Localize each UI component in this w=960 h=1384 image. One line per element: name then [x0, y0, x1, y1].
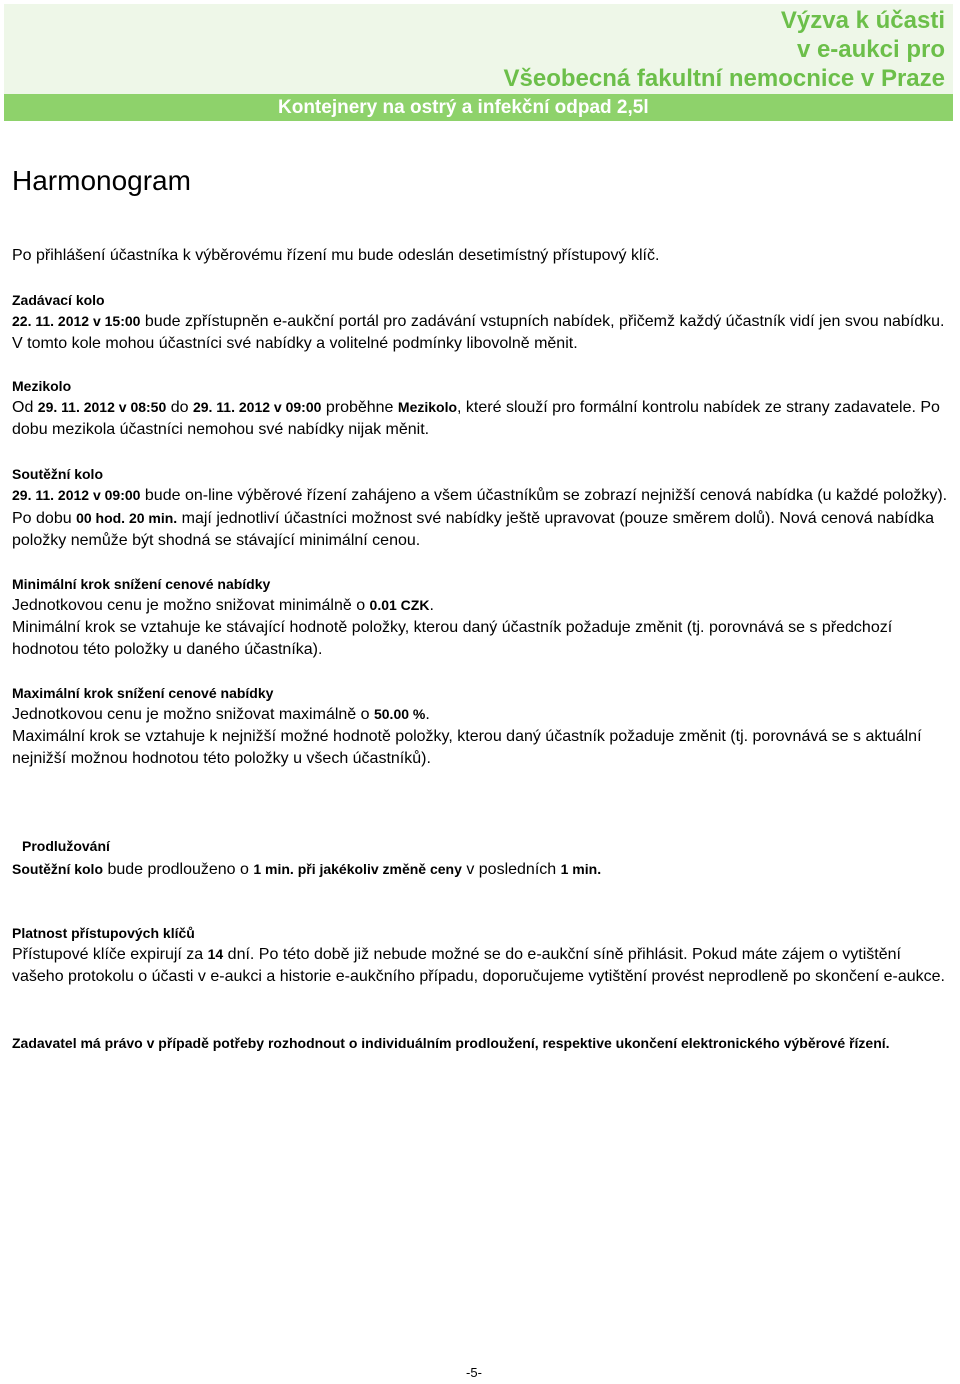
zadavaci-body: bude zpřístupněn e-aukční portál pro zadávání vstupních nabídek, přičemž každý účastník vidí jen svou nabídku. V tomto kole mohou účastníci své nabídky a volitelné podmínky libovolně měnit.: [12, 313, 945, 352]
soutezni-t1: bude on-line výběrové řízení zahájeno a všem účastníkům se zobrazí nejnižší cenová nabídka (u každé položky). Po dobu: [12, 487, 948, 527]
min-krok-value: 0.01 CZK: [369, 597, 430, 613]
prodlouzeni-section: [12, 836, 948, 881]
page-title: Harmonogram: [12, 165, 191, 196]
min-krok-label: Minimální krok snížení cenové nabídky: [12, 576, 271, 592]
platnost-t2: dní. Po této době již nebude možné se do e-aukční síně přihlásit. Pokud máte zájem o vytištění vašeho protokolu o účasti v e-aukci a historie e-aukčního případu, doporučujeme vytištění provést neprodleně po skončení e-aukce.: [12, 946, 945, 985]
platnost-text: [12, 943, 948, 988]
min-krok-line2: Minimální krok se vztahuje ke stávající hodnotě položky, kterou daný účastník požaduje změnit (tj. porovnává se s předchozí hodnotou této položky u daného účastníka).: [12, 619, 893, 658]
max-krok-value: 50.00 %: [373, 706, 426, 722]
prodlouzeni-label: Prodlužování: [22, 838, 110, 854]
prodlouzeni-text: [12, 858, 948, 881]
mezikolo-from: 29. 11. 2012 v 08:50: [37, 399, 167, 415]
intro-text: Po přihlášení účastníka k výběrovému řízení mu bude odeslán desetimístný přístupový klíč.: [12, 247, 660, 264]
max-krok-line1: [12, 703, 948, 726]
min-krok-t2: .: [429, 597, 434, 614]
header-title-line3: Všeobecná fakultní nemocnice v Praze: [503, 65, 945, 92]
platnost-label: Platnost přístupových klíčů: [12, 925, 195, 941]
intro-section: [12, 245, 948, 267]
document-header: [4, 4, 953, 121]
platnost-days: 14: [207, 946, 224, 962]
soutezni-label: Soutěžní kolo: [12, 466, 103, 482]
header-subtitle: Kontejnery na ostrý a infekční odpad 2,5l: [278, 97, 649, 118]
min-krok-line1: [12, 594, 948, 617]
soutezni-text: [12, 484, 948, 552]
mezikolo-t2: , které slouží pro formální kontrolu nabídek ze strany zadavatele. Po dobu mezikola účastníci nemohou své nabídky nijak měnit.: [12, 399, 940, 438]
page-number: -5-: [466, 1365, 482, 1380]
max-krok-line2: Maximální krok se vztahuje k nejnižší možné hodnotě položky, kterou daný účastník požaduje změnit (tj. porovnává se s aktuální nejnižší možnou hodnotou této položky u všech účastníků).: [12, 728, 922, 767]
zadavaci-section: [12, 290, 948, 355]
final-note: Zadavatel má právo v případě potřeby rozhodnout o individuálním prodloužení, respektive ukončení elektronického výběrové řízení.: [12, 1035, 890, 1051]
soutezni-date: 29. 11. 2012 v 09:00: [12, 487, 141, 503]
soutezni-section: [12, 464, 948, 552]
zadavaci-label: Zadávací kolo: [12, 292, 105, 308]
mezikolo-do: do: [166, 399, 193, 416]
header-title-line1: Výzva k účasti: [780, 7, 945, 34]
prodlouzeni-v1: 1 min. při jakékoliv změně ceny: [253, 861, 462, 877]
prodlouzeni-t2: v posledních: [461, 861, 561, 878]
prodlouzeni-v2: 1 min.: [560, 861, 602, 877]
mezikolo-od: Od: [12, 399, 38, 416]
platnost-section: [12, 923, 948, 988]
header-title: [503, 6, 945, 93]
header-title-line2: v e-aukci pro: [796, 36, 945, 63]
soutezni-t2: mají jednotliví účastníci možnost své nabídky ještě upravovat (pouze směrem dolů). Nová cenová nabídka položky nemůže být shodná se stávající minimální cenou.: [12, 510, 935, 549]
mezikolo-t1: proběhne: [321, 399, 398, 416]
max-krok-section: [12, 683, 948, 770]
min-krok-section: [12, 574, 948, 661]
min-krok-t1: Jednotkovou cenu je možno snižovat minimálně o: [12, 597, 370, 614]
platnost-t1: Přístupové klíče expirují za: [12, 946, 208, 963]
mezikolo-label: Mezikolo: [12, 378, 72, 394]
zadavaci-text: [12, 310, 948, 355]
final-note-section: [12, 1032, 948, 1054]
max-krok-label: Maximální krok snížení cenové nabídky: [12, 685, 274, 701]
mezikolo-name: Mezikolo: [397, 399, 458, 415]
mezikolo-text: [12, 396, 948, 441]
max-krok-t2: .: [425, 706, 430, 723]
prodlouzeni-name: Soutěžní kolo: [12, 861, 103, 877]
max-krok-t1: Jednotkovou cenu je možno snižovat maximálně o: [12, 706, 374, 723]
header-subtitle-bar: [4, 94, 953, 121]
prodlouzeni-t1: bude prodlouženo o: [103, 861, 254, 878]
mezikolo-section: [12, 376, 948, 441]
zadavaci-date: 22. 11. 2012 v 15:00: [12, 313, 141, 329]
mezikolo-to: 29. 11. 2012 v 09:00: [192, 399, 322, 415]
soutezni-duration: 00 hod. 20 min.: [76, 510, 178, 526]
